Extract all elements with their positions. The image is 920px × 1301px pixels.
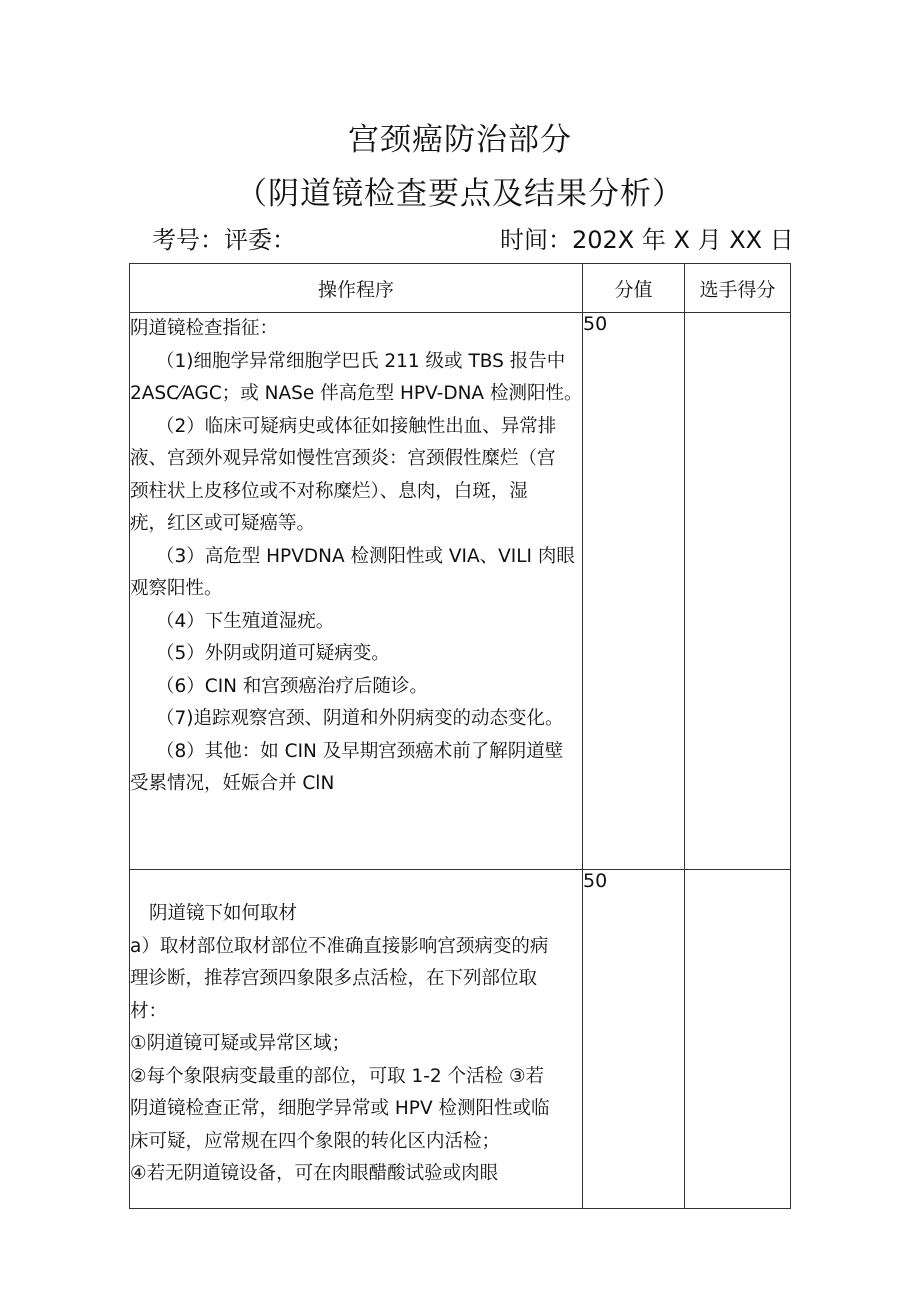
procedure-cell [130, 313, 583, 870]
procedure-line: 2ASC⁄AGC；或 NASe 伴高危型 HPV-DNA 检测阳性。 [130, 383, 582, 404]
scoring-table [129, 263, 791, 1209]
exam-info: 考号：评委： [152, 226, 296, 254]
table-row [130, 313, 791, 870]
procedure-line: 阴道镜下如何取材 [149, 903, 298, 924]
procedure-cell [130, 870, 583, 1209]
procedure-line: （6）CIN 和宫颈癌治疗后随诊。 [156, 675, 428, 697]
procedure-line: （1)细胞学异常细胞学巴氏 211 级或 TBS 报告中 [156, 350, 566, 372]
procedure-line: a）取材部位取材部位不准确直接影响宫颈病变的病 [130, 935, 549, 957]
procedure-line: ②每个象限病变最重的部位，可取 1-2 个活检 ③若 [130, 1065, 545, 1087]
procedure-line: （8）其他：如 CIN 及早期宫颈癌术前了解阴道壁 [156, 740, 564, 762]
contestant-score-cell[interactable] [685, 313, 791, 870]
procedure-line: 观察阳性。 [130, 578, 223, 599]
header-score: 分值 [583, 264, 685, 313]
procedure-line: ①阴道镜可疑或异常区域； [130, 1033, 351, 1054]
table-row [130, 870, 791, 1209]
procedure-line: 床可疑，应常规在四个象限的转化区内活检； [130, 1130, 501, 1152]
procedure-line: （2）临床可疑病史或体征如接触性出血、异常排 [156, 415, 557, 437]
document-title: 宫颈癌防治部分 [348, 122, 572, 158]
procedure-line: （5）外阴或阴道可疑病变。 [156, 643, 390, 664]
procedure-line: 颈柱状上皮移位或不对称糜烂）、息肉，白斑，湿 [130, 480, 528, 502]
time-info: 时间：202X 年 X 月 XX 日 [500, 226, 794, 254]
score-value: 50 [583, 313, 685, 870]
procedure-line: （3）高危型 HPVDNA 检测阳性或 VIA、VILI 肉眼 [156, 545, 575, 567]
header-procedure: 操作程序 [130, 264, 583, 313]
header-contestant-score: 选手得分 [685, 264, 791, 313]
procedure-line: 理诊断，推荐宫颈四象限多点活检，在下列部位取 [130, 968, 538, 989]
procedure-line: 材： [130, 1000, 168, 1022]
procedure-line: （7)追踪观察宫颈、阴道和外阴病变的动态变化。 [156, 708, 564, 729]
score-value: 50 [583, 870, 685, 1209]
procedure-line: 受累情况，妊娠合并 ClN [130, 773, 335, 794]
contestant-score-cell[interactable] [685, 870, 791, 1209]
table-header-row [130, 264, 791, 313]
procedure-line: 阴道镜检查正常，细胞学异常或 HPV 检测阳性或临 [130, 1098, 550, 1119]
procedure-line: （4）下生殖道湿疣。 [156, 610, 335, 632]
procedure-line: ④若无阴道镜设备，可在肉眼醋酸试验或肉眼 [130, 1163, 499, 1184]
procedure-line: 疣，红区或可疑癌等。 [130, 513, 316, 534]
procedure-line: 液、宫颈外观异常如慢性宫颈炎：宫颈假性糜烂（宫 [130, 448, 556, 469]
document-subtitle: （阴道镜检查要点及结果分析） [236, 176, 684, 212]
procedure-line: 阴道镜检查指征： [130, 318, 279, 339]
